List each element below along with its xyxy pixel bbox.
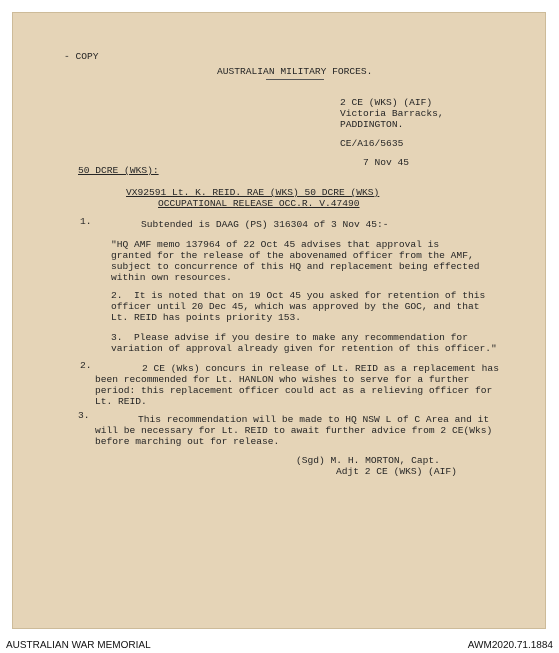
footer-accession-number: AWM2020.71.1884	[467, 640, 553, 651]
para3-line-3: before marching out for release.	[95, 436, 280, 447]
footer-bar	[0, 636, 559, 653]
sender-location-1: Victoria Barracks,	[340, 108, 444, 119]
sender-unit: 2 CE (WKS) (AIF)	[340, 97, 433, 108]
para2-line-1: 2 CE (Wks) concurs in release of Lt. REID as a replacement has	[142, 363, 499, 374]
letter-date: 7 Nov 45	[363, 157, 410, 168]
quote-b-line-3: Lt. REID has points priority 153.	[111, 312, 301, 323]
quote-c-line-1: 3. Please advise if you desire to make any recommendation for	[111, 332, 468, 343]
para2-line-4: Lt. REID.	[95, 396, 147, 407]
para3-line-2: will be necessary for Lt. REID to await further advice from 2 CE(Wks)	[95, 425, 493, 436]
para3-number: 3.	[78, 410, 90, 421]
sender-location-2: PADDINGTON.	[340, 119, 404, 130]
subject-line-2: OCCUPATIONAL RELEASE OCC.R. V.47490	[158, 198, 360, 209]
quote-b-line-1: 2. It is noted that on 19 Oct 45 you asked for retention of this	[111, 290, 486, 301]
quote-b-line-2: officer until 20 Dec 45, which was approved by the GOC, and that	[111, 301, 480, 312]
signature-line-2: Adjt 2 CE (WKS) (AIF)	[336, 466, 457, 477]
para1-intro: Subtended is DAAG (PS) 316304 of 3 Nov 45:-	[141, 219, 389, 230]
para2-number: 2.	[80, 360, 92, 371]
para2-line-3: period: this replacement officer could act as a relieving officer for	[95, 385, 493, 396]
heading-rule	[266, 79, 324, 80]
addressee: 50 DCRE (WKS):	[78, 165, 159, 176]
org-heading: AUSTRALIAN MILITARY FORCES.	[217, 66, 373, 77]
quote-a-line-2: granted for the release of the abovenamed officer from the AMF,	[111, 250, 474, 261]
para2-line-2: been recommended for Lt. HANLON who wishes to serve for a further	[95, 374, 470, 385]
quote-c-line-2: variation of approval already given for retention of this officer."	[111, 343, 497, 354]
quote-a-line-4: within own resources.	[111, 272, 232, 283]
signature-line-1: (Sgd) M. H. MORTON, Capt.	[296, 455, 440, 466]
subject-line-1: VX92591 Lt. K. REID. RAE (WKS) 50 DCRE (WKS)	[126, 187, 380, 198]
para3-line-1: This recommendation will be made to HQ NSW L of C Area and it	[138, 414, 490, 425]
quote-a-line-3: subject to concurrence of this HQ and replacement being effected	[111, 261, 480, 272]
para1-number: 1.	[80, 216, 92, 227]
quote-a-line-1: "HQ AMF memo 137964 of 22 Oct 45 advises that approval is	[111, 239, 440, 250]
reference-number: CE/A16/5635	[340, 138, 404, 149]
footer-credit: AUSTRALIAN WAR MEMORIAL	[6, 640, 151, 651]
copy-mark: - COPY	[64, 51, 99, 62]
